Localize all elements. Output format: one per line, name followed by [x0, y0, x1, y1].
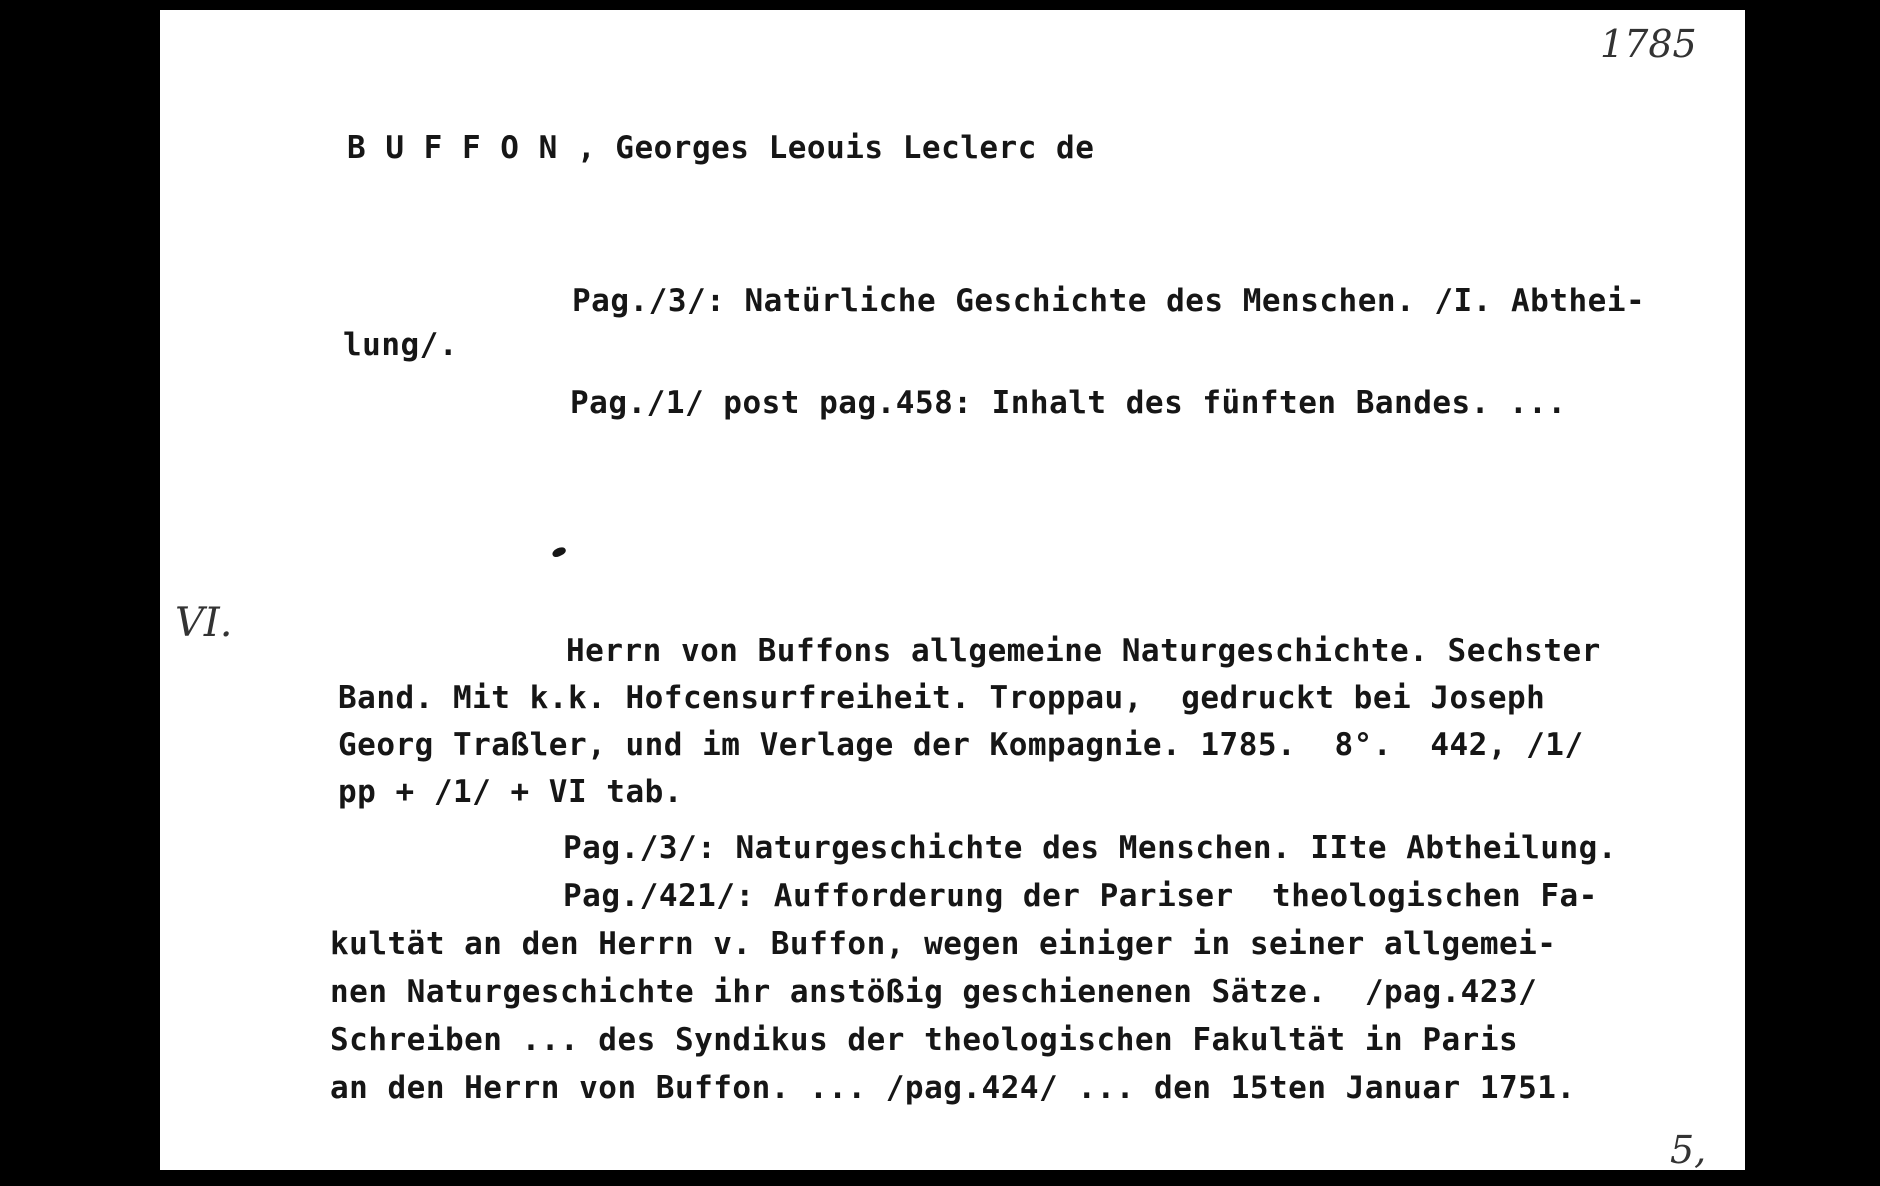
citation-line-3: Georg Traßler, und im Verlage der Kompagnie. 1785. 8°. 442, /1/ — [338, 727, 1584, 763]
contents-line-4: nen Naturgeschichte ihr anstößig geschienenen Sätze. /pag.423/ — [330, 974, 1538, 1010]
citation-line-1: Herrn von Buffons allgemeine Naturgeschichte. Sechster — [566, 633, 1601, 669]
contents-line-5: Schreiben ... des Syndikus der theologischen Fakultät in Paris — [330, 1022, 1519, 1058]
handwritten-page-mark: 5, — [1670, 1128, 1707, 1172]
first-entry-line-1: Pag./3/: Natürliche Geschichte des Menschen. /I. Abthei- — [572, 283, 1646, 319]
contents-line-1: Pag./3/: Naturgeschichte des Menschen. IIte Abtheilung. — [563, 830, 1617, 866]
handwritten-volume-mark: VI. — [175, 600, 233, 646]
contents-line-6: an den Herrn von Buffon. ... /pag.424/ ... den 15ten Januar 1751. — [330, 1070, 1576, 1106]
handwritten-catalog-number: 1785 — [1600, 22, 1697, 66]
citation-line-2: Band. Mit k.k. Hofcensurfreiheit. Troppau, gedruckt bei Joseph — [338, 680, 1546, 716]
author-heading: B U F F O N , Georges Leouis Leclerc de — [347, 130, 1095, 166]
first-entry-line-2: lung/. — [343, 327, 458, 363]
contents-line-2: Pag./421/: Aufforderung der Pariser theologischen Fa- — [563, 878, 1598, 914]
first-entry-line-3: Pag./1/ post pag.458: Inhalt des fünften Bandes. ... — [570, 385, 1567, 421]
contents-line-3: kultät an den Herrn v. Buffon, wegen einiger in seiner allgemei- — [330, 926, 1557, 962]
citation-line-4: pp + /1/ + VI tab. — [338, 774, 683, 810]
